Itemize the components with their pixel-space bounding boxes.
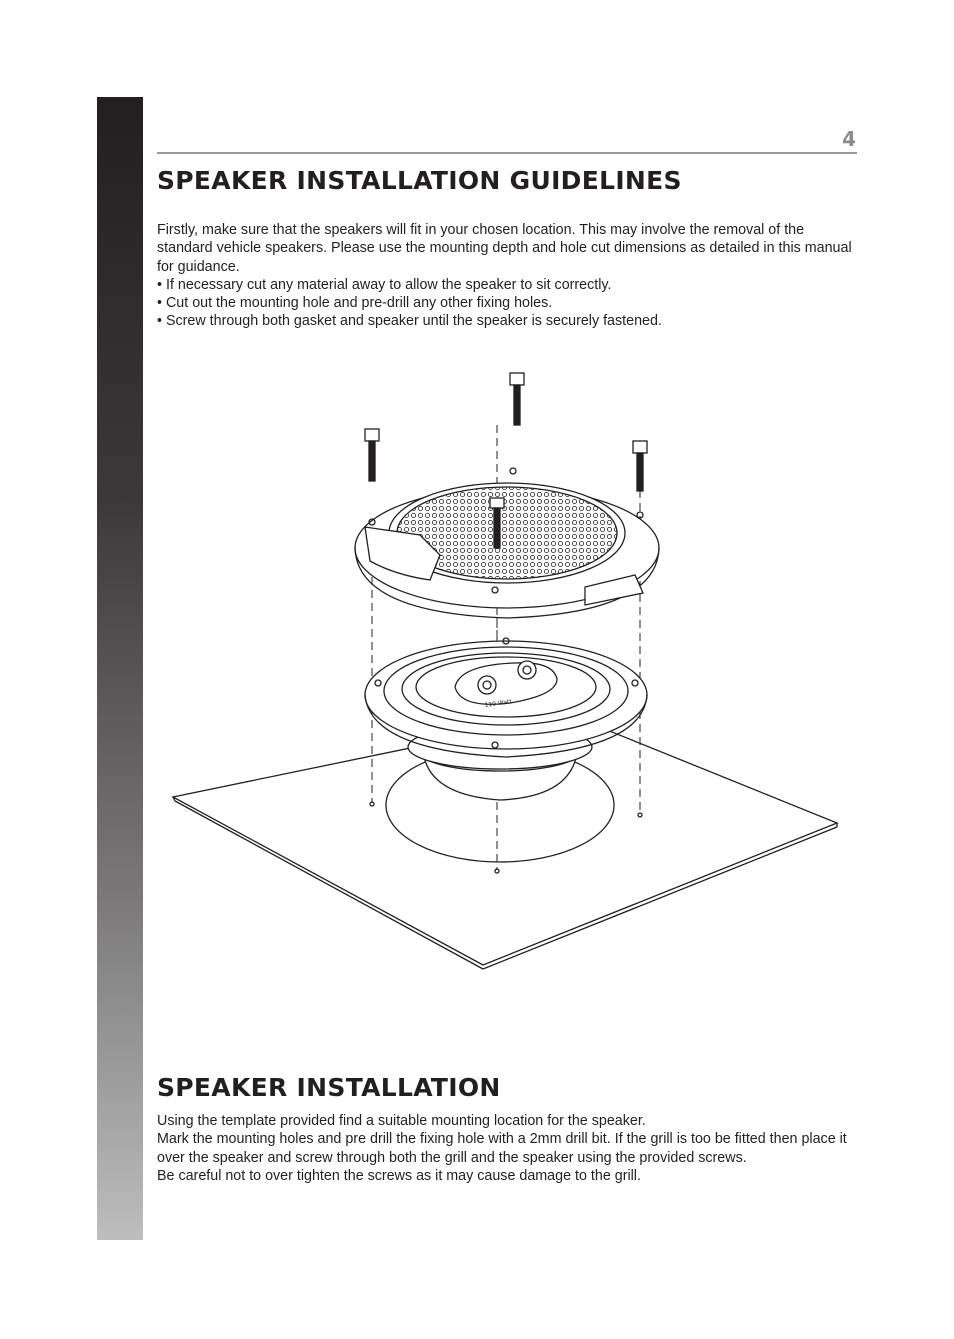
screw-left: [365, 429, 379, 481]
screw-top: [510, 373, 524, 425]
side-color-bar: [97, 97, 143, 1240]
installation-title: SPEAKER INSTALLATION: [157, 1073, 501, 1102]
guidelines-text: [157, 221, 857, 331]
power-rating-label: 110 Watt: [484, 698, 513, 709]
bullet-item: • Cut out the mounting hole and pre-drill any other fixing holes.: [157, 295, 553, 312]
page-number: 4: [842, 127, 856, 151]
installation-line: Be careful not to over tighten the screws as it may cause damage to the grill.: [157, 1167, 641, 1184]
screw-right: [633, 441, 647, 491]
guidelines-title: SPEAKER INSTALLATION GUIDELINES: [157, 166, 682, 195]
installation-line: Mark the mounting holes and pre drill the fixing hole with a 2mm drill bit. If the grill is too be fitted then place it over the speaker and screw through both the grill and the speaker using the provided screws.: [157, 1131, 847, 1166]
guidelines-intro: Firstly, make sure that the speakers will fit in your chosen location. This may involve the removal of the standard vehicle speakers. Please use the mounting depth and hole cut dimensions as detailed in this manual for guidance.: [157, 222, 852, 275]
installation-line: Using the template provided find a suitable mounting location for the speaker.: [157, 1113, 646, 1129]
bullet-item: • If necessary cut any material away to allow the speaker to sit correctly.: [157, 276, 612, 293]
speaker-exploded-diagram: [165, 365, 845, 975]
bullet-item: • Screw through both gasket and speaker until the speaker is securely fastened.: [157, 313, 662, 330]
header-rule: [157, 152, 857, 154]
installation-text: [157, 1112, 857, 1185]
